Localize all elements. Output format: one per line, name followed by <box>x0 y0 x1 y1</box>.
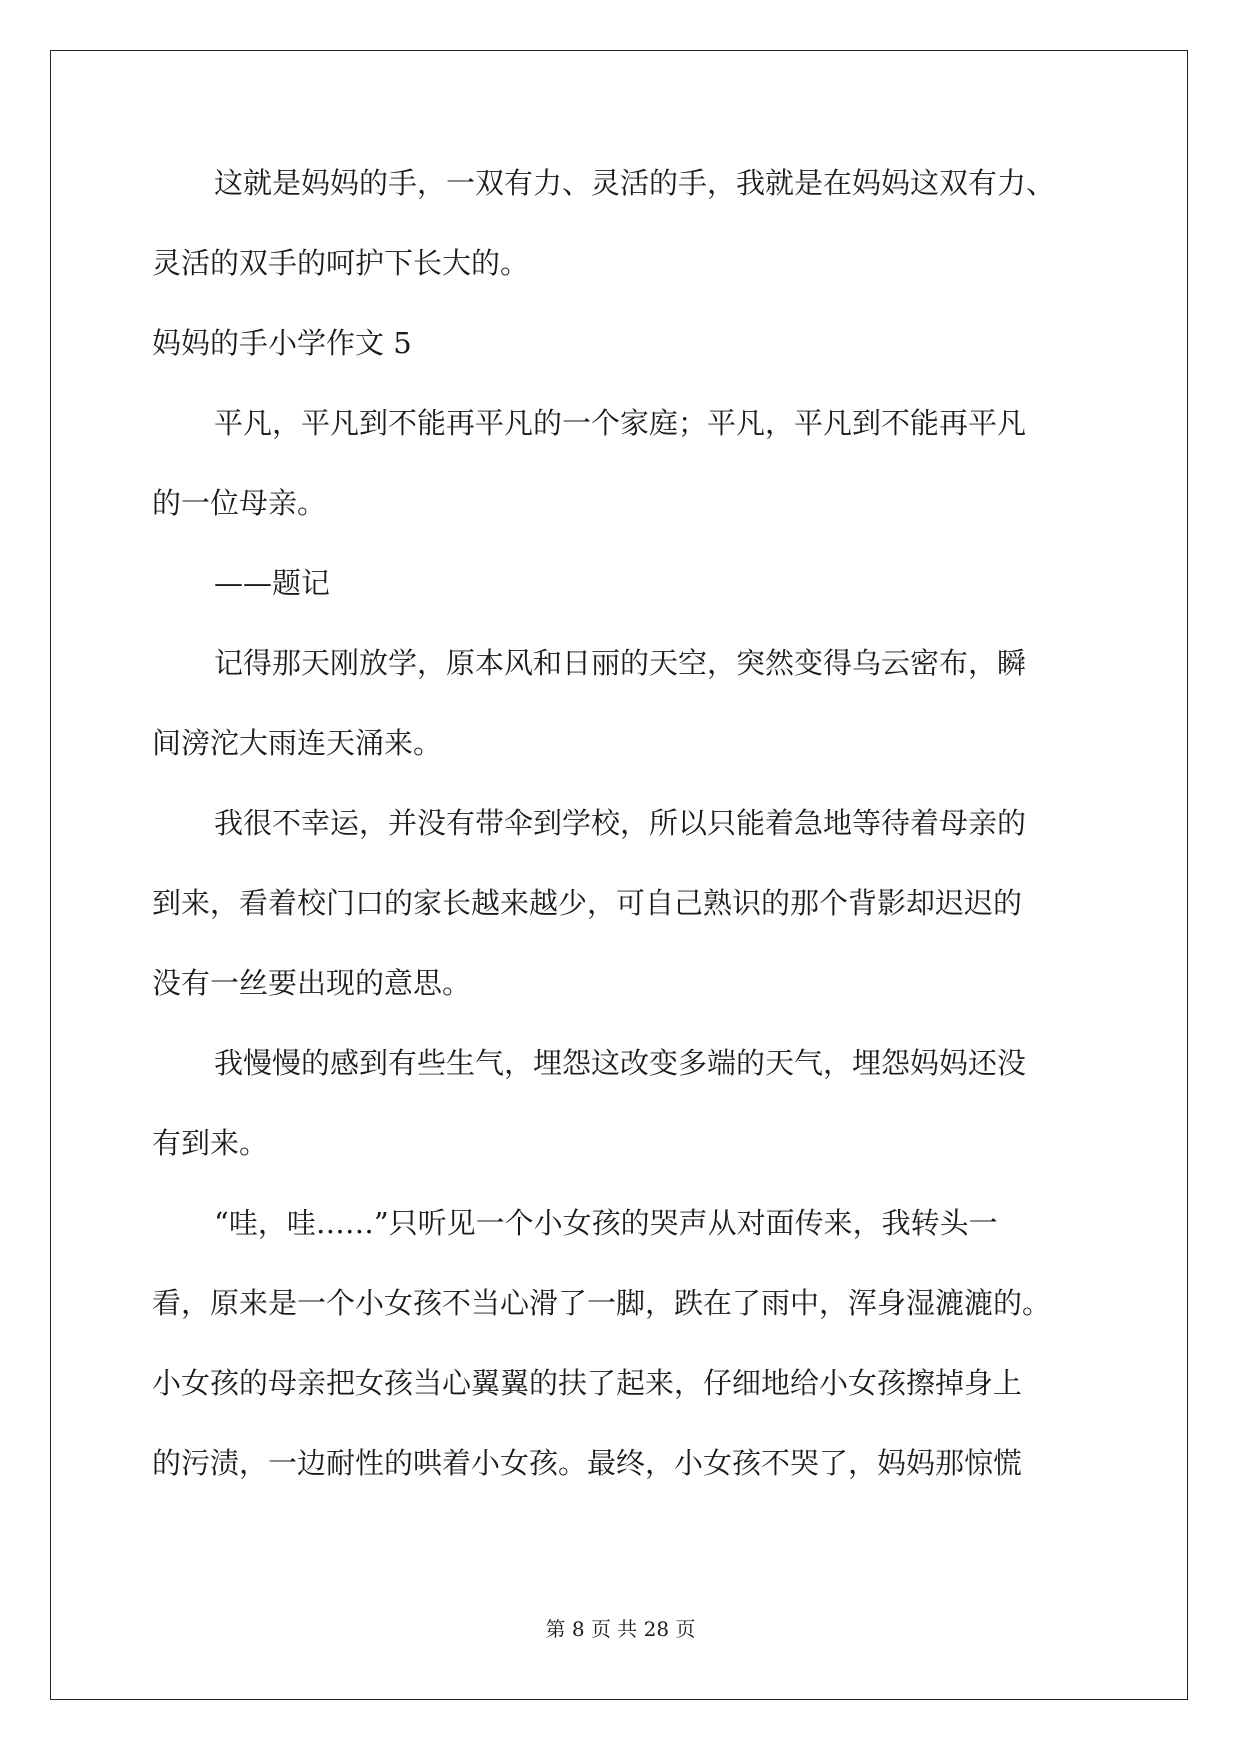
paragraph-line: 平凡，平凡到不能再平凡的一个家庭；平凡，平凡到不能再平凡 <box>214 406 1027 440</box>
paragraph-line: 这就是妈妈的手，一双有力、灵活的手，我就是在妈妈这双有力、 <box>214 166 1056 200</box>
paragraph-line: 的一位母亲。 <box>152 486 327 520</box>
page-number-footer: 第 8 页 共 28 页 <box>545 1617 696 1641</box>
paragraph-line: “哇，哇……”只听见一个小女孩的哭声从对面传来，我转头一 <box>214 1206 998 1240</box>
epigraph-attribution: ——题记 <box>214 566 331 600</box>
paragraph-line: 灵活的双手的呵护下长大的。 <box>152 246 530 280</box>
paragraph-line: 记得那天刚放学，原本风和日丽的天空，突然变得乌云密布，瞬 <box>214 646 1027 680</box>
paragraph-line: 没有一丝要出现的意思。 <box>152 966 472 1000</box>
section-heading: 妈妈的手小学作文 5 <box>152 326 412 360</box>
paragraph-line: 的污渍，一边耐性的哄着小女孩。最终，小女孩不哭了，妈妈那惊慌 <box>152 1446 1023 1480</box>
paragraph-line: 到来，看着校门口的家长越来越少，可自己熟识的那个背影却迟迟的 <box>152 886 1023 920</box>
paragraph-line: 有到来。 <box>152 1126 269 1160</box>
paragraph-line: 小女孩的母亲把女孩当心翼翼的扶了起来，仔细地给小女孩擦掉身上 <box>152 1366 1023 1400</box>
paragraph-line: 我慢慢的感到有些生气，埋怨这改变多端的天气，埋怨妈妈还没 <box>214 1046 1027 1080</box>
paragraph-line: 看，原来是一个小女孩不当心滑了一脚，跌在了雨中，浑身湿漉漉的。 <box>152 1286 1052 1320</box>
paragraph-line: 我很不幸运，并没有带伞到学校，所以只能着急地等待着母亲的 <box>214 806 1027 840</box>
paragraph-line: 间滂沱大雨连天涌来。 <box>152 726 443 760</box>
